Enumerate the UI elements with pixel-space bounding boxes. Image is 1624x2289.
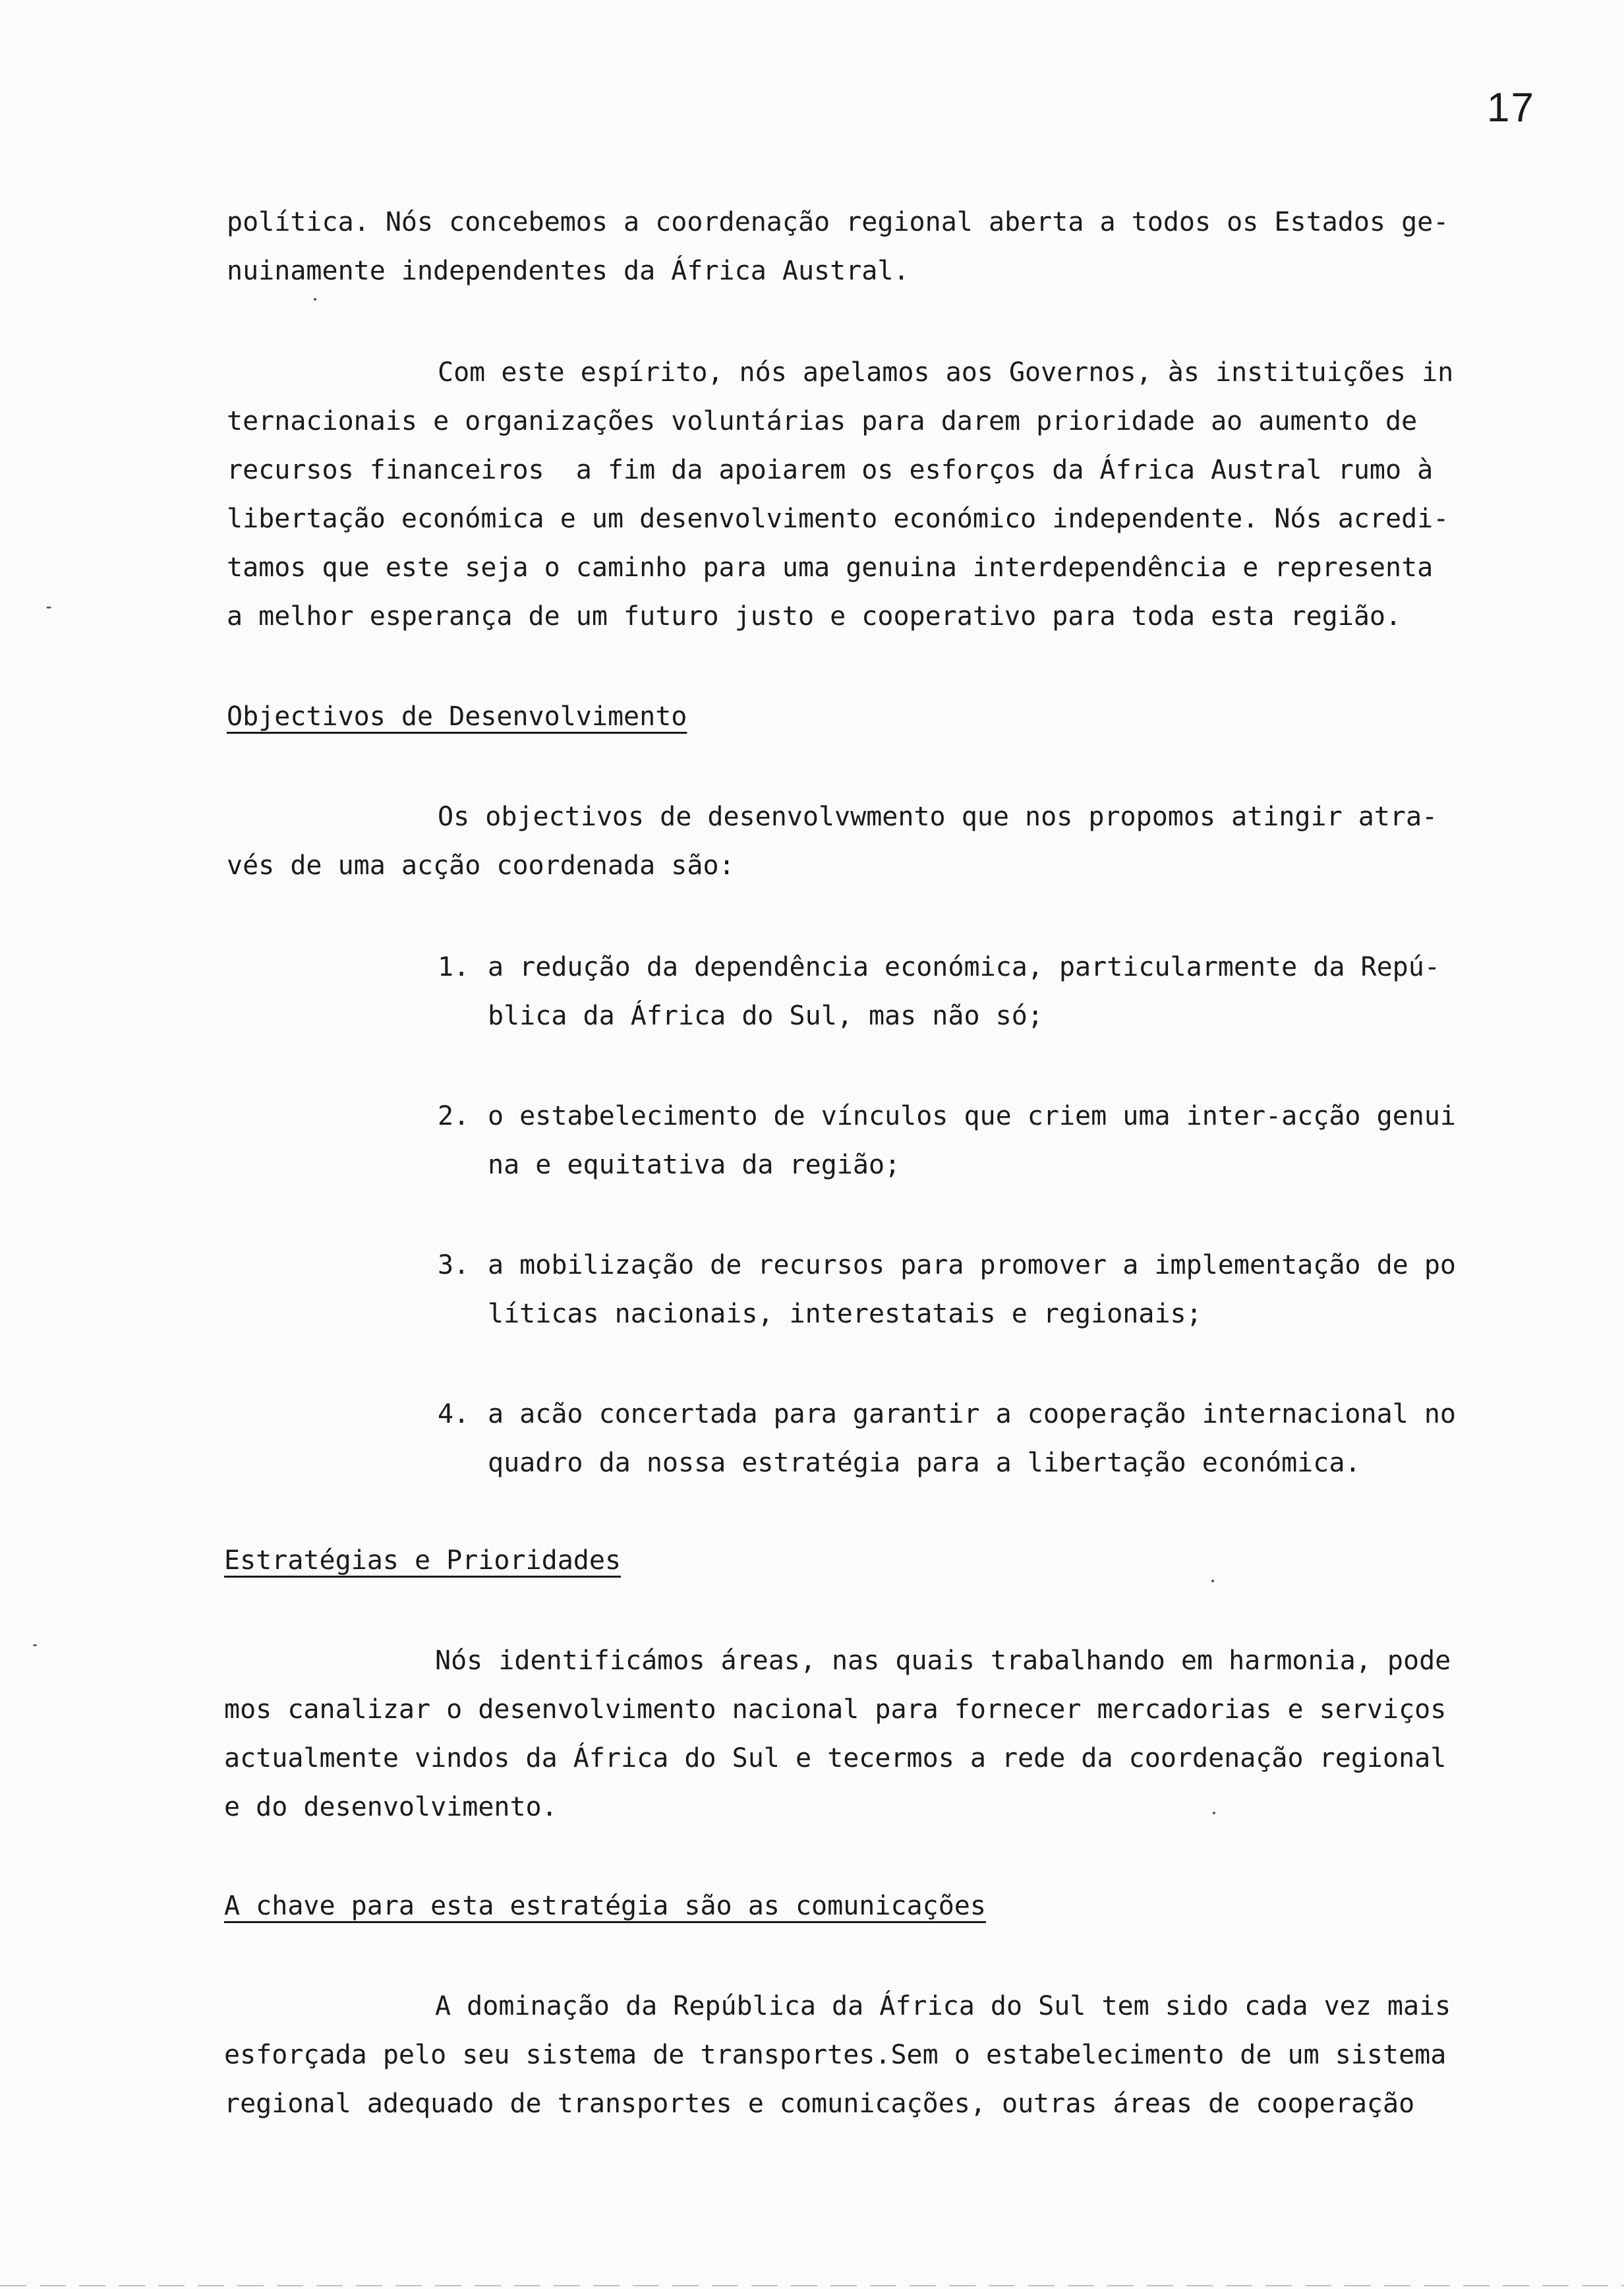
- text-line: nuinamente independentes da África Austral.: [227, 256, 910, 286]
- text-line: blica da África do Sul, mas não só;: [488, 1001, 1043, 1031]
- text-line: ternacionais e organizações voluntárias para darem prioridade ao aumento de: [227, 406, 1418, 436]
- list-item-number: 1.: [438, 952, 470, 982]
- text-line: Os objectivos de desenvolvwmento que nos propomos atingir atra-: [438, 802, 1438, 832]
- text-line: a melhor esperança de um futuro justo e cooperativo para toda esta região.: [227, 601, 1402, 632]
- text-line: A dominação da República da África do Sul tem sido cada vez mais: [435, 1991, 1451, 2021]
- scan-speck: [33, 1644, 37, 1646]
- text-line: recursos financeiros a fim da apoiarem os esforços da África Austral rumo à: [227, 455, 1434, 485]
- text-line: líticas nacionais, interestatais e regionais;: [488, 1299, 1202, 1329]
- section-heading-chave: A chave para esta estratégia são as comunicações: [224, 1891, 986, 1921]
- text-line: tamos que este seja o caminho para uma genuina interdependência e representa: [227, 552, 1434, 583]
- text-line: a mobilização de recursos para promover a implementação de po: [488, 1250, 1457, 1280]
- text-line: actualmente vindos da África do Sul e tecermos a rede da coordenação regional: [224, 1743, 1447, 1773]
- scan-speck: [1213, 1812, 1215, 1814]
- text-line: regional adequado de transportes e comunicações, outras áreas de cooperação: [224, 2089, 1415, 2119]
- list-item-number: 4.: [438, 1399, 470, 1429]
- text-line: a redução da dependência económica, particularmente da Repú-: [488, 952, 1440, 982]
- text-line: a acão concertada para garantir a cooperação internacional no: [488, 1399, 1457, 1429]
- text-line: na e equitativa da região;: [488, 1150, 901, 1180]
- scan-edge-rule: [0, 2285, 1624, 2286]
- scan-speck: [46, 607, 51, 609]
- text-line: vés de uma acção coordenada são:: [227, 850, 735, 881]
- text-line: Nós identificámos áreas, nas quais trabalhando em harmonia, pode: [435, 1646, 1451, 1676]
- scan-speck: [314, 298, 316, 301]
- text-line: política. Nós concebemos a coordenação regional aberta a todos os Estados ge-: [227, 207, 1449, 237]
- text-line: esforçada pelo seu sistema de transportes.Sem o estabelecimento de um sistema: [224, 2040, 1447, 2070]
- text-line: o estabelecimento de vínculos que criem uma inter-acção genui: [488, 1101, 1457, 1131]
- scan-speck: [1211, 1580, 1214, 1582]
- text-line: Com este espírito, nós apelamos aos Governos, às instituições in: [438, 357, 1454, 388]
- text-line: quadro da nossa estratégia para a libertação económica.: [488, 1448, 1361, 1478]
- list-item-number: 2.: [438, 1101, 470, 1131]
- text-line: e do desenvolvimento.: [224, 1792, 558, 1822]
- text-line: libertação económica e um desenvolvimento económico independente. Nós acredi-: [227, 504, 1449, 534]
- section-heading-objectivos: Objectivos de Desenvolvimento: [227, 701, 687, 732]
- list-item-number: 3.: [438, 1250, 470, 1280]
- section-heading-estrategias: Estratégias e Prioridades: [224, 1545, 622, 1576]
- text-line: mos canalizar o desenvolvimento nacional para fornecer mercadorias e serviços: [224, 1694, 1447, 1725]
- page-number: 17: [1487, 85, 1535, 131]
